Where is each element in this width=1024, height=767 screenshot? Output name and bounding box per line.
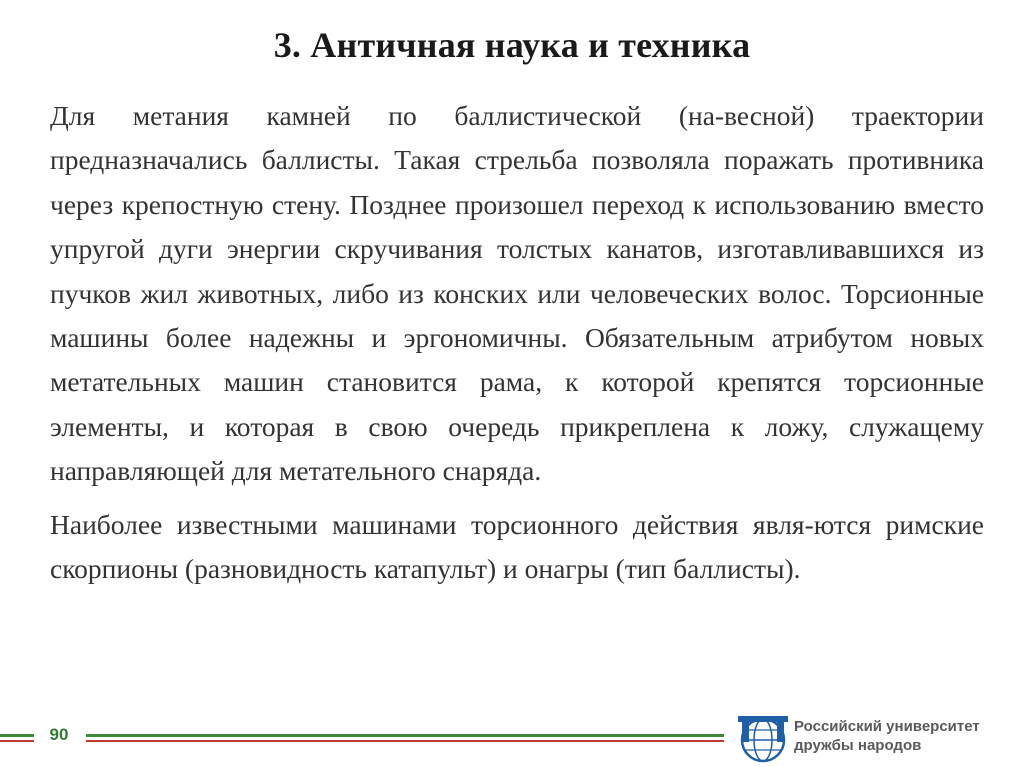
- university-name-line2: дружбы народов: [794, 737, 922, 754]
- university-name-line1: Российский университет: [794, 718, 980, 735]
- page-number: 90: [49, 725, 69, 744]
- paragraph: Для метания камней по баллистической (на-весной) траектории предназначались баллисты. Такая стрельба позволяла поражать противника через крепостную стену. Позднее произошел переход к использованию вместо упругой дуги энергии скручивания толстых канатов, изготавливавшихся из пучков жил животных, либо из конских или человеческих волос. Торсионные машины более надежны и эргономичны. Обязательным атрибутом новых метательных машин становится рама, к которой крепятся торсионные элементы, и которая в свою очередь прикреплена к ложу, служащему направляющей для метательного снаряда.: [50, 100, 984, 487]
- university-logo-icon: [736, 712, 790, 764]
- slide-title: 3. Античная наука и техника: [273, 25, 751, 65]
- footer-line-red-left: [0, 740, 34, 742]
- footer-line-green: [86, 734, 724, 737]
- paragraph: Наиболее известными машинами торсионного действия явля-ются римские скорпионы (разновидность катапульт) и онагры (тип баллисты).: [50, 508, 984, 585]
- slide-body: [50, 94, 984, 591]
- footer-line-green-left: [0, 734, 34, 737]
- footer-line-red: [86, 740, 724, 742]
- university-name: [794, 717, 1014, 755]
- footer-divider: [0, 731, 728, 745]
